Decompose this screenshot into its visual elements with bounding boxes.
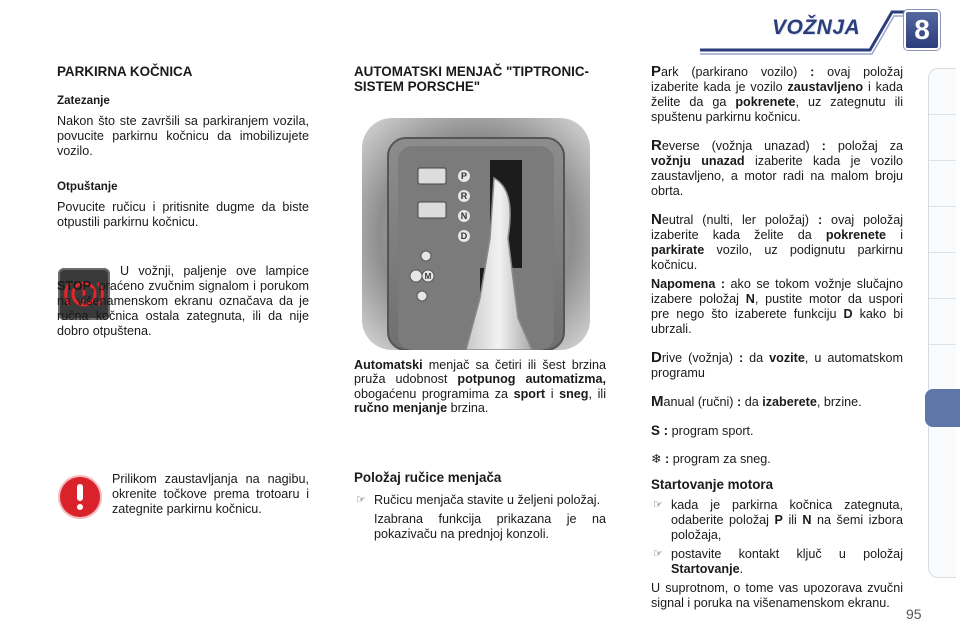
- chapter-title: VOŽNJA: [772, 16, 861, 39]
- position-m: Manual (ručni) : da izaberete, brzine.: [651, 393, 862, 410]
- gear-selector-illustration: [362, 118, 590, 350]
- gearbox-heading-block: [354, 64, 606, 108]
- slope-warning-text: [112, 472, 309, 531]
- mode-sport: S : program sport.: [651, 423, 754, 438]
- position-p: Park (parkirano vozilo) : ovaj položaj izaberite kada je vozilo zaustavljeno i kada želite da ga pokrenete, uz zategnutu ili spuštenu parkirnu kočnicu.: [651, 63, 903, 124]
- intro-text: brzina.: [447, 401, 489, 416]
- paragraph: Nakon što ste završili sa parkiranjem vozila, povucite parkirnu kočnicu da imobilizujete vozilo.: [57, 114, 309, 158]
- paragraph: Povucite ručicu i pritisnite dugme da biste otpustili parkirnu kočnicu.: [57, 200, 309, 229]
- subsection-title: Otpuštanje: [57, 180, 118, 193]
- gate-letter: N: [460, 211, 468, 221]
- list-item: [354, 493, 606, 508]
- intro-bold: sport: [513, 386, 546, 401]
- side-tab[interactable]: [929, 207, 956, 253]
- gate-letter: R: [460, 191, 468, 201]
- list-item: ☞ postavite kontakt ključ u položaj Startovanje.: [653, 547, 903, 576]
- pointing-hand-icon: ☞: [653, 499, 663, 511]
- manual-mode-label: M: [424, 272, 432, 281]
- intro-bold: sneg: [559, 386, 589, 401]
- side-tab[interactable]: [929, 253, 956, 299]
- chapter-number-badge: 8: [904, 10, 940, 50]
- side-tab[interactable]: [929, 69, 956, 115]
- warning-text: Prilikom zaustavljanja na nagibu, okrenite točkove prema trotoaru i zategnite parkirnu kočnicu.: [112, 472, 309, 516]
- intro-text: menjač sa četiri ili šest brzina pruža udobnost: [354, 358, 606, 387]
- page-number: 95: [906, 606, 922, 622]
- gate-letter: D: [460, 231, 468, 241]
- list-item: ☞ kada je parkirna kočnica zategnuta, odaberite položaj P ili N na šemi izbora položaja,: [653, 498, 903, 542]
- list-item-text: Ručicu menjača stavite u željeni položaj.: [374, 493, 601, 507]
- section-heading: PARKIRNA KOČNICA: [57, 64, 193, 79]
- side-tab[interactable]: [929, 345, 956, 391]
- subsection-title: Startovanje motora: [651, 477, 774, 492]
- subsection-title: Zatezanje: [57, 94, 110, 107]
- intro-text: obogaćenu programima za: [354, 386, 514, 401]
- pointing-hand-icon: ☞: [356, 494, 366, 506]
- subsection-title: Položaj ručice menjača: [354, 470, 502, 485]
- intro-text: i: [545, 386, 560, 401]
- chapter-side-tabs: [928, 68, 956, 578]
- intro-bold: Automatski: [354, 358, 423, 372]
- gate-letter: P: [460, 171, 468, 181]
- position-d: Drive (vožnja) : da vozite, u automatskom programu: [651, 349, 903, 380]
- mode-snow: ❄ : program za sneg.: [651, 452, 771, 466]
- warning-text-bold: STOP: [57, 279, 92, 293]
- snowflake-icon: ❄ :: [651, 452, 670, 466]
- warning-text: , praćeno zvučnim signalom i porukom na višenamenskom ekranu označava da je ručna kočnica ostala zategnuta, ili da nije dobro otpuštena.: [57, 279, 309, 338]
- side-tab[interactable]: [929, 161, 956, 207]
- gearbox-intro: [354, 358, 606, 430]
- parking-brake-column: [57, 64, 309, 244]
- warning-exclamation-icon: [60, 477, 100, 517]
- lever-position-block: [354, 470, 606, 542]
- side-tab[interactable]: [929, 299, 956, 345]
- intro-bold: potpunog automatizma,: [457, 372, 606, 387]
- intro-bold: ručno menjanje: [354, 401, 448, 416]
- gear-positions-column: [651, 64, 903, 625]
- warning-text: U vožnji, paljenje ove lampice: [120, 264, 309, 278]
- neutral-note: Napomena : ako se tokom vožnje slučajno izabere položaj N, pustite motor da uspori pre nego što izaberete funkciju D kako bi ubrzali.: [651, 277, 903, 336]
- pointing-hand-icon: ☞: [653, 548, 663, 560]
- side-tab[interactable]: [929, 115, 956, 161]
- section-heading: AUTOMATSKI MENJAČ "TIPTRONIC-SISTEM PORSCHE": [354, 64, 589, 94]
- position-n: Neutral (nulti, ler položaj) : ovaj položaj izaberite kada želite da pokrenete i parkirate vozilo, uz podignutu parkirnu kočnicu.: [651, 211, 903, 272]
- closing-paragraph: U suprotnom, o tome vas upozorava zvučni signal i poruka na višenamenskom ekranu.: [651, 581, 903, 610]
- position-r: Reverse (vožnja unazad) : položaj za vožnju unazad izaberite kada je vozilo zaustavljeno, a motor radi na malom broju obrta.: [651, 137, 904, 198]
- brake-warning-text: [57, 264, 309, 339]
- list-item-continuation: Izabrana funkcija prikazana je na pokazivaču na prednjoj konzoli.: [374, 512, 606, 541]
- intro-text: , ili: [588, 386, 606, 401]
- side-tab-active[interactable]: [925, 389, 960, 427]
- gear-selector-photo: [362, 118, 590, 350]
